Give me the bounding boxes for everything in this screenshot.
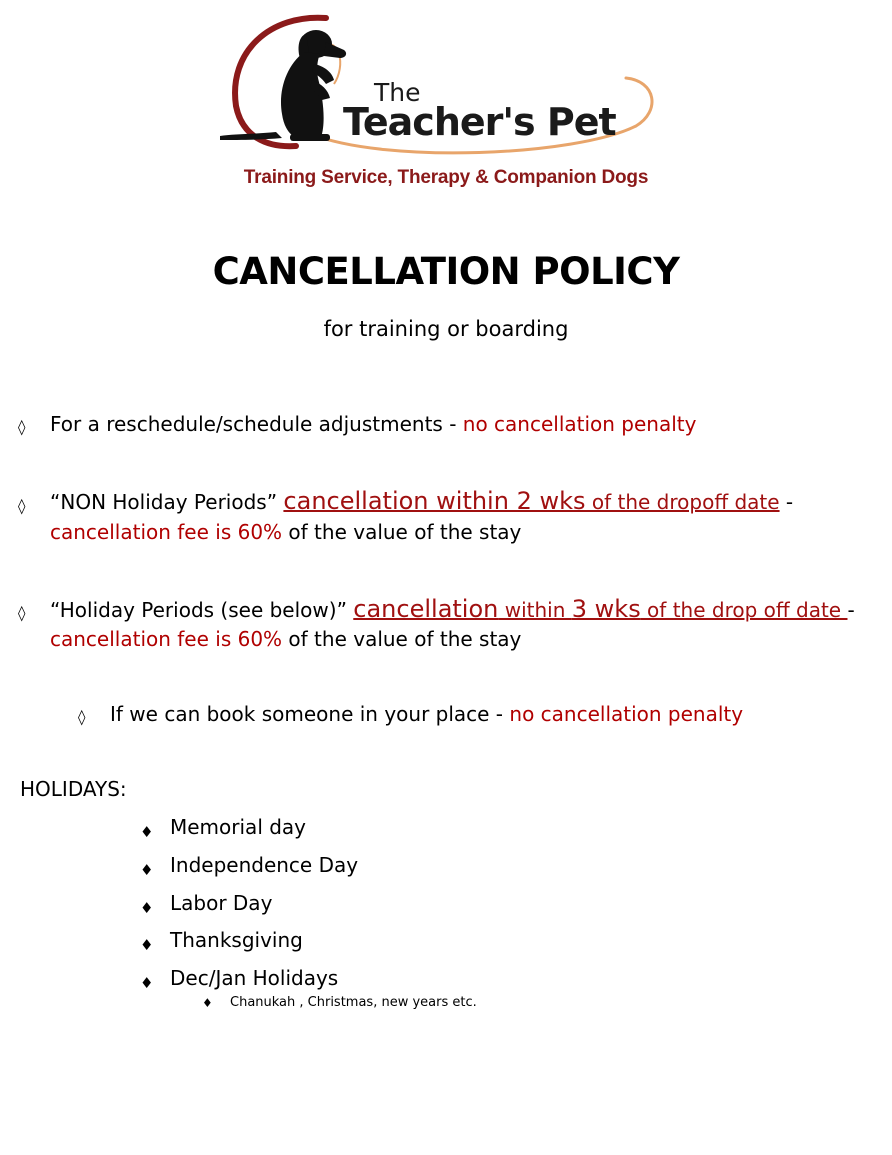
logo-name: Teacher's Pet [343, 100, 616, 144]
holiday-item: Dec/Jan Holidays [170, 966, 339, 990]
holiday-item: Memorial day [170, 815, 307, 839]
diamond-outline-icon: ◊ [18, 418, 26, 436]
diamond-filled-icon: ♦ [140, 823, 154, 841]
holidays-heading: HOLIDAYS: [20, 777, 127, 801]
policy-rebook: If we can book someone in your place - no cancellation penalty [110, 702, 744, 726]
diamond-outline-icon: ◊ [18, 497, 26, 515]
page-title: CANCELLATION POLICY [212, 250, 680, 293]
diamond-filled-icon: ♦ [140, 936, 154, 954]
holiday-note: Chanukah , Christmas, new years etc. [230, 995, 477, 1010]
policy-holiday: “Holiday Periods (see below)” cancellation within 3 wks of the drop off date - [50, 595, 855, 623]
diamond-filled-icon: ♦ [140, 861, 154, 879]
holiday-item: Labor Day [170, 891, 273, 915]
logo-tagline: Training Service, Therapy & Companion Dogs [243, 167, 649, 188]
policy-holiday-fee: cancellation fee is 60% of the value of the stay [50, 627, 522, 651]
diamond-filled-icon: ♦ [140, 899, 154, 917]
diamond-outline-icon: ◊ [18, 604, 26, 622]
policy-highlight: no cancellation penalty [509, 702, 744, 726]
diamond-outline-icon: ◊ [78, 708, 86, 726]
page-subtitle: for training or boarding [323, 317, 569, 341]
diamond-filled-icon: ♦ [140, 974, 154, 992]
policy-reschedule: For a reschedule/schedule adjustments - no cancellation penalty [50, 412, 697, 436]
dog-silhouette-icon [220, 30, 346, 141]
logo-the: The [374, 78, 421, 107]
policy-non-holiday: “NON Holiday Periods” cancellation within 2 wks of the dropoff date - [50, 487, 794, 515]
holiday-item: Thanksgiving [170, 928, 303, 952]
diamond-filled-icon: ♦ [202, 996, 213, 1010]
policy-non-holiday-fee: cancellation fee is 60% of the value of the stay [50, 520, 522, 544]
holiday-item: Independence Day [170, 853, 359, 877]
policy-highlight: no cancellation penalty [462, 412, 697, 436]
